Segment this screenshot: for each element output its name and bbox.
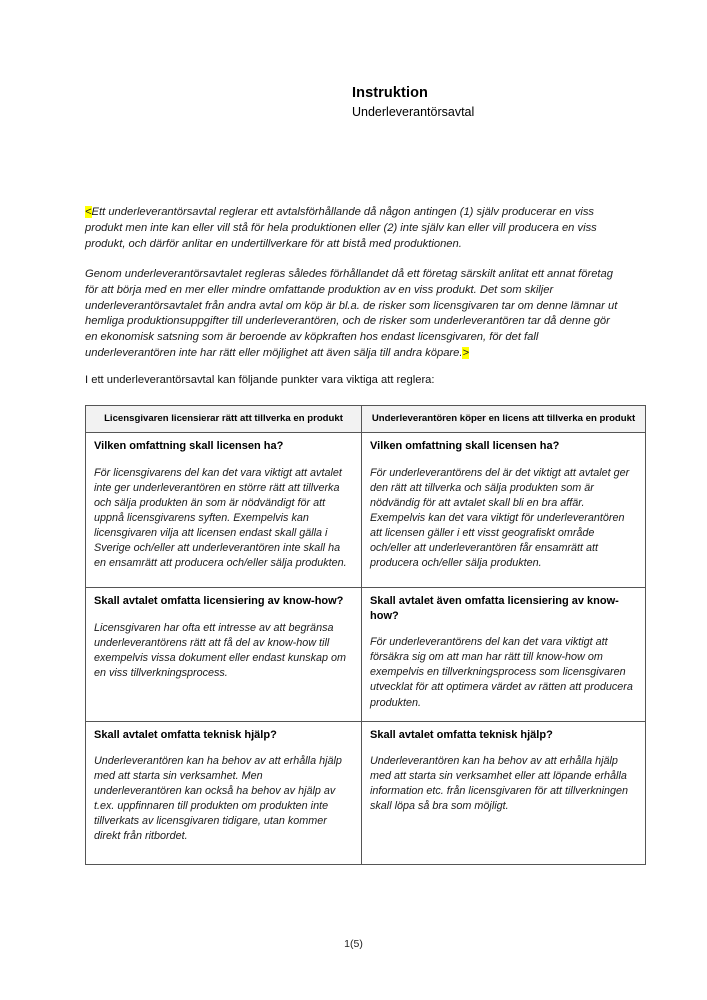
document-subtitle: Underleverantörsavtal <box>352 105 475 120</box>
document-header <box>352 84 652 121</box>
cell-paragraph: För licensgivarens del kan det vara viktigt att avtalet inte ger underleverantören en större rätt att tillverka och sälja produkten än som är nödvändigt för att uppnå licensgivarens syften. Exempelvis kan licensgivaren vilja att licensen endast skall gälla i Sverige och/eller att underleverantören inte skall ha en ensamrätt att producera och/eller sälja produkten. <box>94 466 347 570</box>
table-lead-in-text: I ett underleverantörsavtal kan följande punkter vara viktiga att reglera: <box>85 374 435 386</box>
cell-paragraph: Underleverantören kan ha behov av att erhålla hjälp med att starta sin verksamhet eller att löpande erhålla information etc. från licensgivaren för att tillverkningen skall löpa så bra som möjligt. <box>370 754 629 813</box>
table-row <box>86 588 646 721</box>
table-cell-knowhow-subcontractor <box>362 588 646 721</box>
cell-paragraph: Underleverantören kan ha behov av att erhålla hjälp med att starta sin verksamhet. Men underleverantören kan också ha behov av hjälp av t.ex. uppfinnaren till produkten om produkten inte tillverkats av licensgivaren tidigare, utan kommer direkt från ritbordet. <box>94 754 342 843</box>
intro-paragraph-2-text: Genom underleverantörsavtalet regleras således förhållandet då ett företag särskilt anlitat ett annat företag för att börja med en mer eller mindre omfattande produktion av en viss produkt. Det som skiljer underleverantörsavtalet från andra avtal om köp är bl.a. de risker som licensgivaren tar om denne lämnar ut hemliga produktionsuppgifter till underleverantören, och de risker som underleverantören tar då denne gör en ekonomisk satsning som är beroende av köpkraften hos endast licensgivaren, för det fall underleverantören inte har rätt eller möjlighet att även sälja till andra köpare. <box>85 267 618 360</box>
intro-paragraph-1-text: Ett underleverantörsavtal reglerar ett avtalsförhållande då någon antingen (1) själv producerar en viss produkt men inte kan eller vill stå för hela produktionen eller (2) inte själv kan eller vill producera en viss produkt, och därför anlitar en undertillverkare för att bistå med produktionen. <box>85 206 597 250</box>
highlight-close-marker: > <box>462 347 470 360</box>
table-cell-scope-subcontractor <box>362 433 646 588</box>
table-cell-techhelp-subcontractor <box>362 721 646 864</box>
intro-paragraph-1 <box>85 205 621 253</box>
table-row <box>86 721 646 864</box>
document-title: Instruktion <box>352 85 429 101</box>
table-row <box>86 433 646 588</box>
intro-section <box>85 205 621 362</box>
cell-paragraph: För underleverantörens del kan det vara viktigt att försäkra sig om att man har rätt till know-how om exempelvis en tillverkningsprocess som licensgivaren utvecklat för att optimera värdet av rätten att producera produkten. <box>370 636 633 709</box>
points-table-wrapper <box>85 405 636 865</box>
cell-heading: Skall avtalet omfatta licensiering av know-how? <box>94 595 344 608</box>
cell-paragraph: För underleverantörens del är det viktigt att avtalet ger den rätt att tillverka och sälja produkten som är nödvändig för att avtalet skall bli en bra affär. Exempelvis kan det vara viktigt för underleverantören att licensen gäller i ett visst geografiskt område och/eller att underleverantören får ensamrätt att producera och/eller sälja produkten. <box>370 466 630 570</box>
table-header-licensor: Licensgivaren licensierar rätt att tillverka en produkt <box>86 406 362 433</box>
cell-heading: Vilken omfattning skall licensen ha? <box>370 440 560 453</box>
cell-heading: Vilken omfattning skall licensen ha? <box>94 440 284 453</box>
points-table <box>85 405 646 865</box>
page-number: 1(5) <box>344 938 363 950</box>
cell-heading: Skall avtalet omfatta teknisk hjälp? <box>370 728 553 741</box>
table-header-subcontractor: Underleverantören köper en licens att tillverka en produkt <box>362 406 646 433</box>
table-header-row <box>86 406 646 433</box>
cell-heading: Skall avtalet även omfatta licensiering av know-how? <box>370 595 619 622</box>
table-cell-knowhow-licensor <box>86 588 362 721</box>
table-cell-scope-licensor <box>86 433 362 588</box>
table-cell-techhelp-licensor <box>86 721 362 864</box>
highlight-open-marker: < <box>85 206 92 218</box>
cell-heading: Skall avtalet omfatta teknisk hjälp? <box>94 728 277 741</box>
cell-paragraph: Licensgivaren har ofta ett intresse av att begränsa underleverantörens rätt att få del av know-how till exempelvis vissa dokument eller endast kunskap om en viss tillverkningsprocess. <box>94 621 347 680</box>
intro-paragraph-2 <box>85 267 621 362</box>
page-footer <box>0 938 707 950</box>
